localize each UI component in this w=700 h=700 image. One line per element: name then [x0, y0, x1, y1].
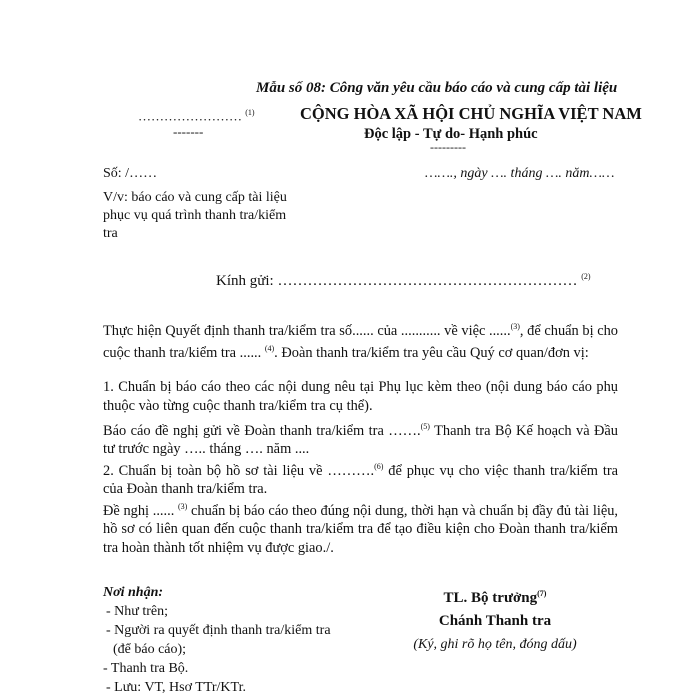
- body-paragraph-2: 1. Chuẩn bị báo cáo theo các nội dung nêu tại Phụ lục kèm theo (nội dung báo cáo phụ thuộc vào từng cuộc thanh tra/kiểm tra cụ thể).: [103, 379, 618, 414]
- p5-footnote-3: (3): [178, 502, 188, 511]
- agency-rule: -------: [173, 124, 204, 139]
- signature-block: [395, 582, 595, 656]
- agency-footnote: (1): [245, 108, 255, 117]
- addressee-placeholder: ……………………………………………………: [277, 273, 578, 289]
- national-title: CỘNG HÒA XÃ HỘI CHỦ NGHĨA VIỆT NAM: [300, 104, 642, 123]
- p5-text-a: Đề nghị ......: [103, 502, 178, 519]
- signer-title: Chánh Thanh tra: [438, 613, 552, 629]
- addressee-label: Kính gửi:: [216, 273, 274, 289]
- p3-text-b: Thanh tra Bộ Kế hoạch và Đầu tư trước ngày ….. tháng …. năm ....: [103, 422, 618, 458]
- p4-footnote-6: (6): [374, 462, 384, 471]
- body-paragraph-4: [103, 458, 618, 499]
- document-number: Số: /……: [103, 166, 158, 181]
- recipient-item: - Thanh tra Bộ.: [103, 661, 189, 676]
- recipient-item: - Lưu: VT, Hsơ TTr/KTr.: [106, 680, 246, 695]
- p1-footnote-4: (4): [264, 344, 275, 354]
- body-paragraph-3: [103, 418, 618, 459]
- national-motto: Độc lập - Tự do- Hạnh phúc: [364, 126, 538, 142]
- p4-text-a: 2. Chuẩn bị toàn bộ hồ sơ tài liệu về ……….: [103, 462, 375, 479]
- p1-text-a: Thực hiện Quyết định thanh tra/kiểm tra số...... của ........... về việc ......: [103, 322, 511, 339]
- p4-text-b: để phục vụ cho việc thanh tra/kiểm tra của Đoàn thanh tra/kiểm tra.: [103, 462, 618, 498]
- recipients-title: Nơi nhận:: [103, 585, 164, 600]
- p1-text-c: . Đoàn thanh tra/kiểm tra yêu cầu Quý cơ quan/đơn vị:: [274, 345, 589, 362]
- recipients-block: [103, 583, 331, 697]
- recipient-item: (để báo cáo);: [113, 642, 187, 657]
- body-paragraph-1: [103, 318, 618, 363]
- signer-authority-text: TL. Bộ trưởng: [443, 590, 538, 606]
- addressee-line: [216, 272, 591, 290]
- motto-rule: ---------: [430, 140, 466, 154]
- document-date: ……., ngày …. tháng …. năm……: [425, 166, 615, 181]
- p3-text-a: Báo cáo đề nghị gửi về Đoàn thanh tra/kiểm tra …….: [103, 422, 421, 439]
- document-subject: V/v: báo cáo và cung cấp tài liệu phục vụ quá trình thanh tra/kiểm tra: [103, 190, 287, 241]
- addressee-footnote: (2): [581, 272, 591, 281]
- recipient-item: - Người ra quyết định thanh tra/kiểm tra: [106, 623, 331, 638]
- recipient-item: - Như trên;: [106, 604, 169, 619]
- signer-authority: [395, 582, 595, 610]
- p1-text-b: , để chuẩn bị cho cuộc thanh tra/kiểm tra ......: [103, 322, 618, 362]
- signature-instruction: (Ký, ghi rõ họ tên, đóng dấu): [413, 637, 577, 652]
- p3-footnote-5: (5): [420, 422, 430, 431]
- signer-footnote: (7): [537, 589, 547, 598]
- p1-footnote-3: (3): [510, 322, 520, 331]
- p5-text-b: chuẩn bị báo cáo theo đúng nội dung, thời hạn và chuẩn bị đầy đủ tài liệu, hồ sơ có liên quan đến cuộc thanh tra/kiểm tra để tạo điều kiện cho Đoàn thanh tra/kiểm tra hoàn thành tốt nhiệm vụ được giao./.: [103, 502, 618, 556]
- body-paragraph-5: [103, 498, 618, 557]
- form-title: Mẫu số 08: Công văn yêu cầu báo cáo và cung cấp tài liệu: [256, 80, 618, 96]
- agency-placeholder: ……………………: [138, 108, 242, 124]
- issuing-agency: [138, 108, 255, 124]
